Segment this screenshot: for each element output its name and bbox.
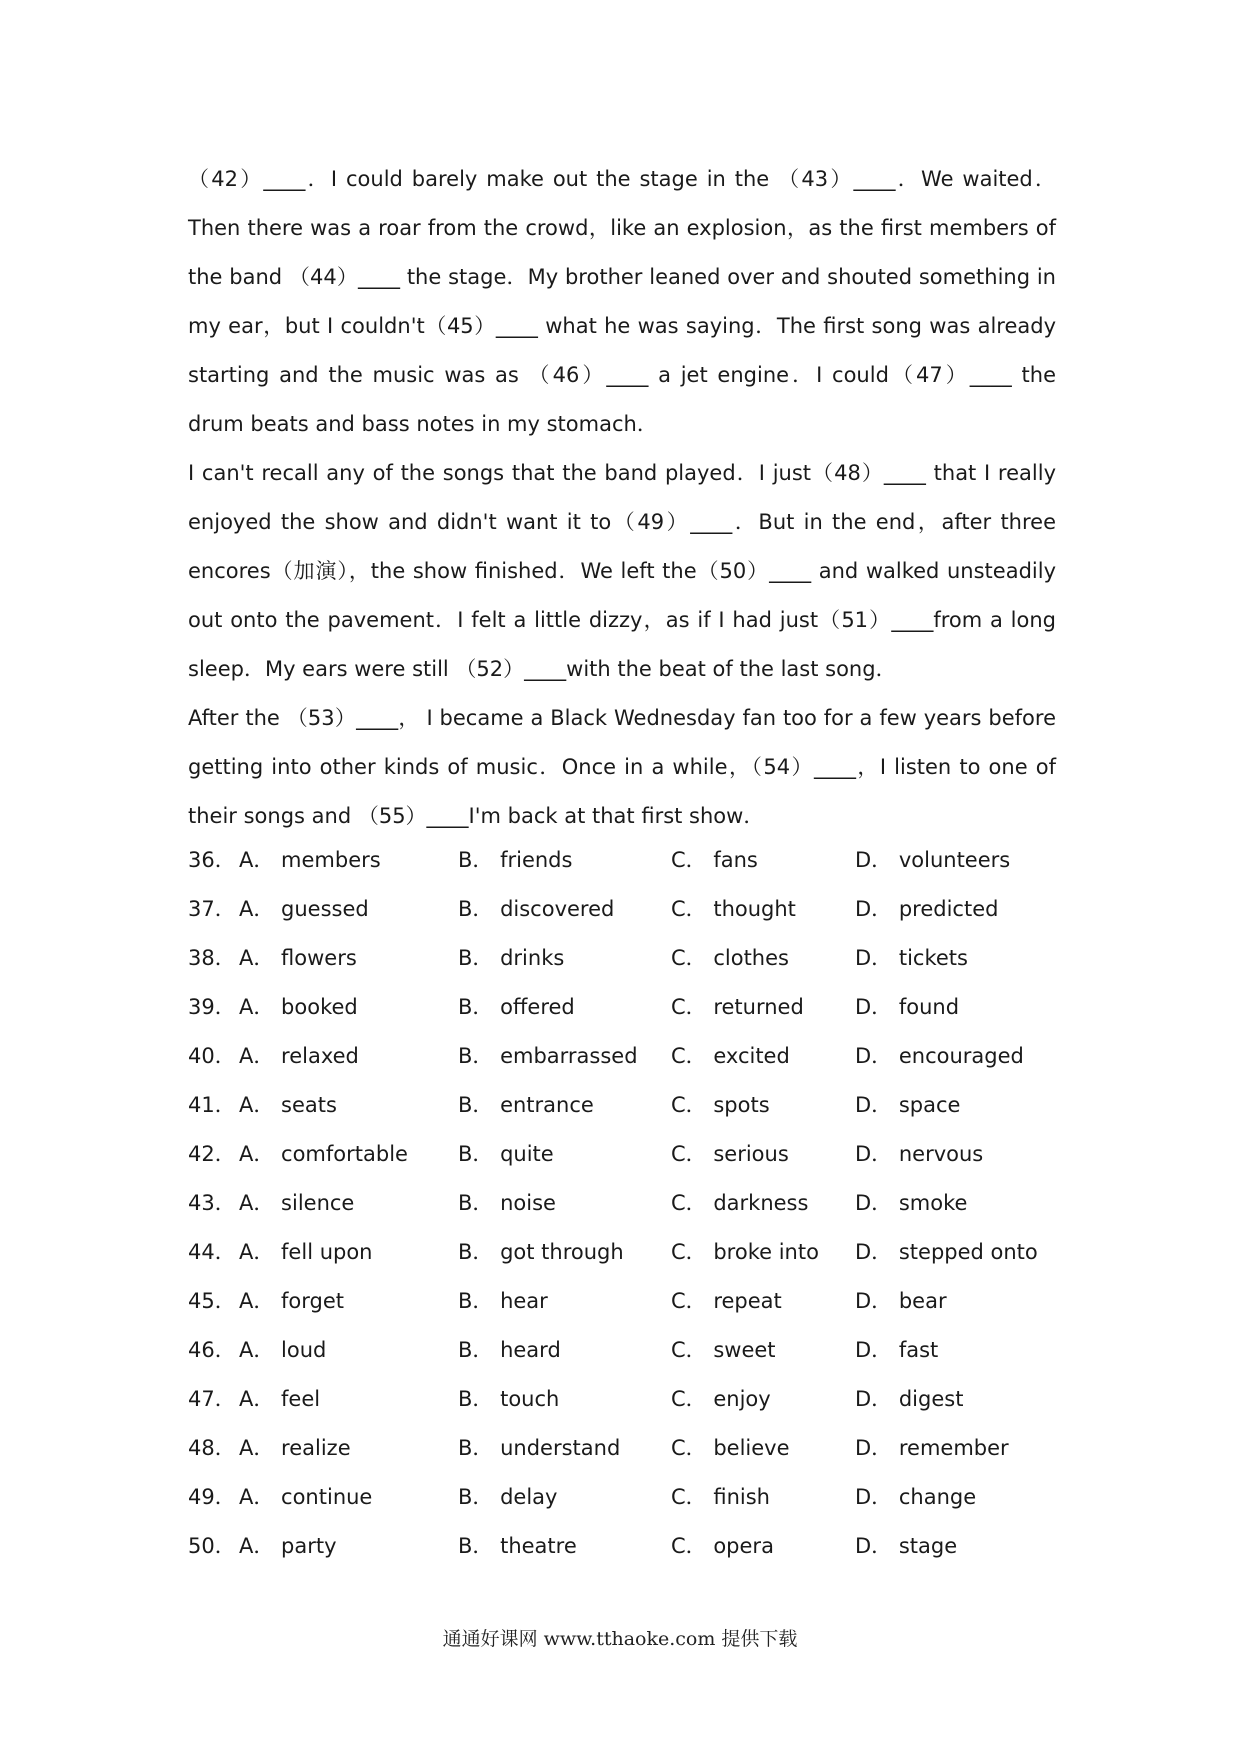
option-c: C． believe — [671, 1436, 790, 1460]
option-b: B． got through — [458, 1240, 624, 1264]
option-b: B． hear — [458, 1289, 548, 1313]
option-b: B． theatre — [458, 1534, 577, 1558]
question-number: 50． — [188, 1534, 236, 1558]
option-a: A． seats — [239, 1093, 337, 1117]
question-row — [188, 1277, 1088, 1326]
question-number: 37． — [188, 897, 236, 921]
option-c: C． enjoy — [671, 1387, 771, 1411]
option-b: B． embarrassed — [458, 1044, 638, 1068]
question-number: 49． — [188, 1485, 236, 1509]
option-a: A． loud — [239, 1338, 327, 1362]
option-a: A． relaxed — [239, 1044, 359, 1068]
option-d: D． remember — [855, 1436, 1009, 1460]
passage-paragraph: I can't recall any of the songs that the band played．I just（48）____ that I really enjoyed the show and didn't want it to（49）____．But in the end，after three encores（加演），the show finished．We left the（50）____ and walked unsteadily out onto the pavement．I felt a little dizzy，as if I had just（51）____from a long sleep．My ears were still （52）____with the beat of the last song． — [188, 461, 1056, 681]
option-b: B． touch — [458, 1387, 560, 1411]
option-a: A． booked — [239, 995, 358, 1019]
question-row — [188, 1228, 1088, 1277]
answer-options — [188, 836, 1088, 1571]
question-number: 45． — [188, 1289, 236, 1313]
question-row — [188, 1179, 1088, 1228]
question-number: 39． — [188, 995, 236, 1019]
option-d: D． nervous — [855, 1142, 984, 1166]
option-d: D． volunteers — [855, 848, 1011, 872]
option-c: C． clothes — [671, 946, 789, 970]
question-number: 42． — [188, 1142, 236, 1166]
option-a: A． party — [239, 1534, 337, 1558]
option-c: C． thought — [671, 897, 796, 921]
question-row — [188, 983, 1088, 1032]
option-c: C． finish — [671, 1485, 770, 1509]
question-number: 46． — [188, 1338, 236, 1362]
option-a: A． members — [239, 848, 381, 872]
option-b: B． quite — [458, 1142, 554, 1166]
question-row — [188, 1375, 1088, 1424]
option-a: A． guessed — [239, 897, 369, 921]
option-a: A． continue — [239, 1485, 373, 1509]
cloze-passage — [188, 155, 1056, 841]
option-c: C． broke into — [671, 1240, 819, 1264]
option-d: D． bear — [855, 1289, 947, 1313]
option-b: B． delay — [458, 1485, 558, 1509]
option-b: B． offered — [458, 995, 575, 1019]
option-d: D． tickets — [855, 946, 968, 970]
option-d: D． encouraged — [855, 1044, 1024, 1068]
question-row — [188, 934, 1088, 983]
question-row — [188, 1424, 1088, 1473]
option-a: A． fell upon — [239, 1240, 373, 1264]
option-a: A． forget — [239, 1289, 345, 1313]
question-row — [188, 1130, 1088, 1179]
option-c: C． darkness — [671, 1191, 809, 1215]
option-a: A． comfortable — [239, 1142, 408, 1166]
page-footer: 通通好课网 www.tthaoke.com 提供下载 — [442, 1628, 798, 1650]
option-d: D． digest — [855, 1387, 964, 1411]
option-b: B． noise — [458, 1191, 556, 1215]
option-a: A． flowers — [239, 946, 357, 970]
question-row — [188, 1326, 1088, 1375]
question-row — [188, 885, 1088, 934]
question-row — [188, 1032, 1088, 1081]
option-b: B． understand — [458, 1436, 621, 1460]
option-d: D． found — [855, 995, 960, 1019]
option-d: D． predicted — [855, 897, 999, 921]
question-number: 48． — [188, 1436, 236, 1460]
option-a: A． silence — [239, 1191, 355, 1215]
option-d: D． fast — [855, 1338, 939, 1362]
option-a: A． feel — [239, 1387, 321, 1411]
option-c: C． returned — [671, 995, 804, 1019]
passage-paragraph: （42）____．I could barely make out the stage in the （43）____．We waited．Then there was a roar from the crowd，like an explosion，as the first members of the band （44）____ the stage．My brother leaned over and shouted something in my ear，but I couldn't（45）____ what he was saying．The first song was already starting and the music was as （46）____ a jet engine．I could（47）____ the drum beats and bass notes in my stomach． — [188, 167, 1056, 436]
option-a: A． realize — [239, 1436, 351, 1460]
option-c: C． excited — [671, 1044, 790, 1068]
option-c: C． fans — [671, 848, 758, 872]
question-number: 47． — [188, 1387, 236, 1411]
passage-paragraph: After the （53）____， I became a Black Wednesday fan too for a few years before getting into other kinds of music．Once in a while，（54）____，I listen to one of their songs and （55）____I'm back at that first show． — [188, 706, 1056, 828]
option-d: D． stepped onto — [855, 1240, 1038, 1264]
option-d: D． stage — [855, 1534, 958, 1558]
question-number: 41． — [188, 1093, 236, 1117]
question-row — [188, 1473, 1088, 1522]
question-number: 36． — [188, 848, 236, 872]
option-b: B． drinks — [458, 946, 565, 970]
question-row — [188, 836, 1088, 885]
option-b: B． discovered — [458, 897, 615, 921]
option-c: C． opera — [671, 1534, 774, 1558]
option-c: C． repeat — [671, 1289, 782, 1313]
option-b: B． entrance — [458, 1093, 594, 1117]
option-c: C． serious — [671, 1142, 789, 1166]
question-row — [188, 1081, 1088, 1130]
option-d: D． change — [855, 1485, 977, 1509]
question-number: 44． — [188, 1240, 236, 1264]
option-d: D． smoke — [855, 1191, 968, 1215]
question-number: 43． — [188, 1191, 236, 1215]
option-d: D． space — [855, 1093, 961, 1117]
option-b: B． friends — [458, 848, 573, 872]
question-row — [188, 1522, 1088, 1571]
question-number: 38． — [188, 946, 236, 970]
option-c: C． sweet — [671, 1338, 776, 1362]
option-b: B． heard — [458, 1338, 561, 1362]
option-c: C． spots — [671, 1093, 770, 1117]
question-number: 40． — [188, 1044, 236, 1068]
